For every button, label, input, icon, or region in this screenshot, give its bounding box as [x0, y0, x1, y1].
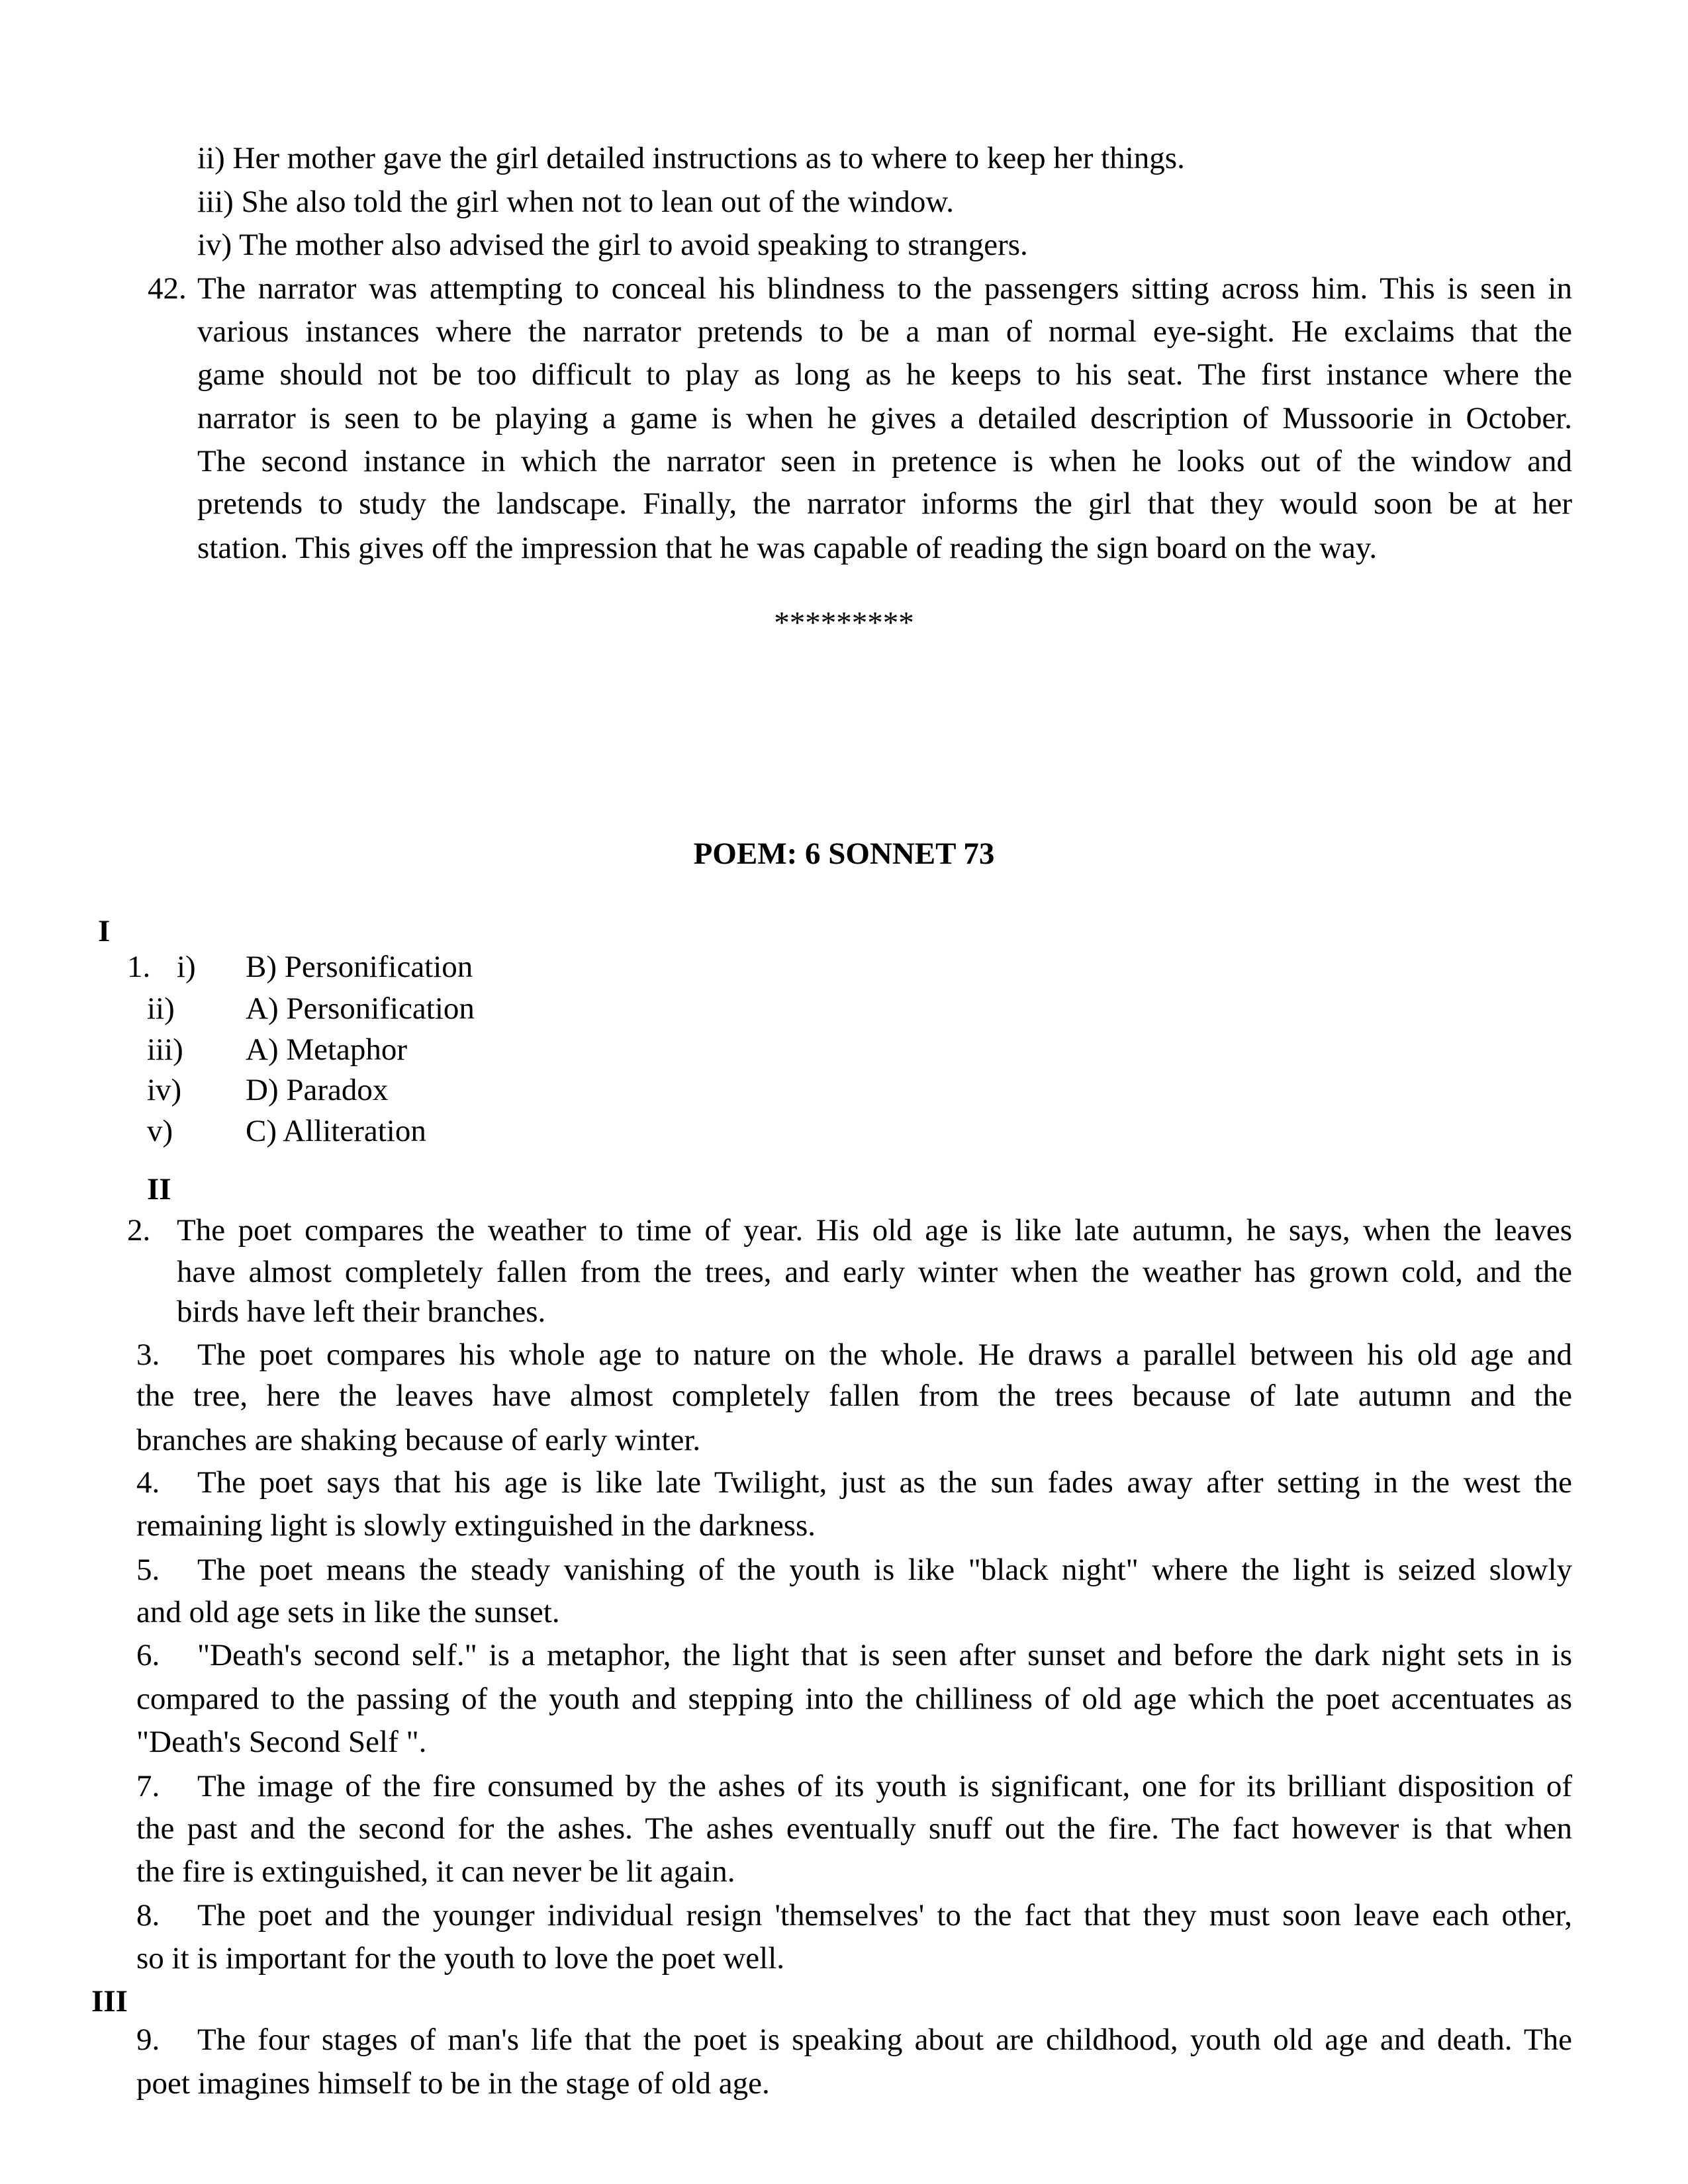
question-number: 1.	[127, 950, 151, 984]
answer-line: so it is important for the youth to love the poet well.	[136, 1941, 785, 1976]
question-number: 3.	[136, 1338, 160, 1372]
answer-text: A) Metaphor	[246, 1032, 408, 1067]
answer-line: pretends to study the landscape. Finally, the narrator informs the girl that they would soon be at her	[197, 486, 1572, 521]
answer-line: the fire is extinguished, it can never be lit again.	[136, 1854, 735, 1889]
section-label: III	[91, 1984, 128, 2019]
answer-line: station. This gives off the impression that he was capable of reading the sign board on the way.	[197, 531, 1378, 565]
question-number: 7.	[136, 1769, 160, 1803]
answer-line: various instances where the narrator pretends to be a man of normal eye-sight. He exclaims that the	[197, 314, 1572, 349]
answer-line: The poet and the younger individual resign 'themselves' to the fact that they must soon leave each other,	[197, 1898, 1572, 1933]
question-number: 4.	[136, 1465, 160, 1500]
answer-line: have almost completely fallen from the trees, and early winter when the weather has grown cold, and the	[177, 1255, 1572, 1289]
answer-line: remaining light is slowly extinguished in the darkness.	[136, 1508, 816, 1543]
answer-line: The poet compares the weather to time of year. His old age is like late autumn, he says, when the leaves	[177, 1213, 1572, 1248]
answer-line: "Death's Second Self ".	[136, 1725, 427, 1759]
sub-question-number: v)	[147, 1114, 173, 1148]
answer-line: ii) Her mother gave the girl detailed instructions as to where to keep her things.	[197, 141, 1185, 175]
section-label: I	[98, 914, 111, 948]
answer-line: iii) She also told the girl when not to lean out of the window.	[197, 185, 955, 219]
answer-text: D) Paradox	[246, 1073, 389, 1107]
answer-line: The poet means the steady vanishing of the youth is like "black night" where the light is seized slowly	[197, 1553, 1572, 1587]
answer-line: The narrator was attempting to conceal his blindness to the passengers sitting across him. This is seen in	[197, 271, 1572, 306]
sub-question-number: iv)	[147, 1073, 182, 1107]
question-number: 2.	[127, 1213, 151, 1248]
question-number: 42.	[148, 271, 187, 306]
section-label: II	[147, 1172, 171, 1206]
answer-line: narrator is seen to be playing a game is when he gives a detailed description of Mussoorie in October.	[197, 401, 1572, 435]
answer-line: the tree, here the leaves have almost completely fallen from the trees because of late autumn and the	[136, 1379, 1572, 1413]
sub-question-number: ii)	[147, 991, 175, 1026]
sub-question-number: iii)	[147, 1032, 183, 1067]
answer-line: compared to the passing of the youth and stepping into the chilliness of old age which the poet accentuates as	[136, 1682, 1572, 1716]
separator: *********	[774, 606, 914, 640]
question-number: 6.	[136, 1638, 160, 1672]
answer-line: The second instance in which the narrator seen in pretence is when he looks out of the window and	[197, 444, 1572, 478]
answer-line: The four stages of man's life that the poet is speaking about are childhood, youth old age and death. The	[197, 2023, 1572, 2057]
sub-question-number: i)	[177, 950, 196, 984]
answer-line: branches are shaking because of early winter.	[136, 1423, 701, 1457]
answer-line: poet imagines himself to be in the stage of old age.	[136, 2066, 770, 2101]
answer-line: iv) The mother also advised the girl to avoid speaking to strangers.	[197, 228, 1028, 262]
answer-line: and old age sets in like the sunset.	[136, 1595, 560, 1629]
answer-line: game should not be too difficult to play as long as he keeps to his seat. The first instance where the	[197, 357, 1572, 392]
answer-line: The poet says that his age is like late Twilight, just as the sun fades away after setting in the west the	[197, 1465, 1572, 1500]
question-number: 8.	[136, 1898, 160, 1933]
answer-line: The poet compares his whole age to nature on the whole. He draws a parallel between his old age and	[197, 1338, 1572, 1372]
question-number: 5.	[136, 1553, 160, 1587]
answer-text: B) Personification	[246, 950, 473, 984]
answer-line: "Death's second self." is a metaphor, the light that is seen after sunset and before the dark night sets in is	[197, 1638, 1572, 1672]
poem-title: POEM: 6 SONNET 73	[693, 837, 995, 871]
answer-text: A) Personification	[246, 991, 475, 1026]
answer-line: the past and the second for the ashes. The ashes eventually snuff out the fire. The fact however is that when	[136, 1811, 1572, 1846]
question-number: 9.	[136, 2023, 160, 2057]
answer-line: birds have left their branches.	[177, 1295, 546, 1329]
answer-text: C) Alliteration	[246, 1114, 426, 1148]
answer-line: The image of the fire consumed by the ashes of its youth is significant, one for its brilliant disposition of	[197, 1769, 1572, 1803]
